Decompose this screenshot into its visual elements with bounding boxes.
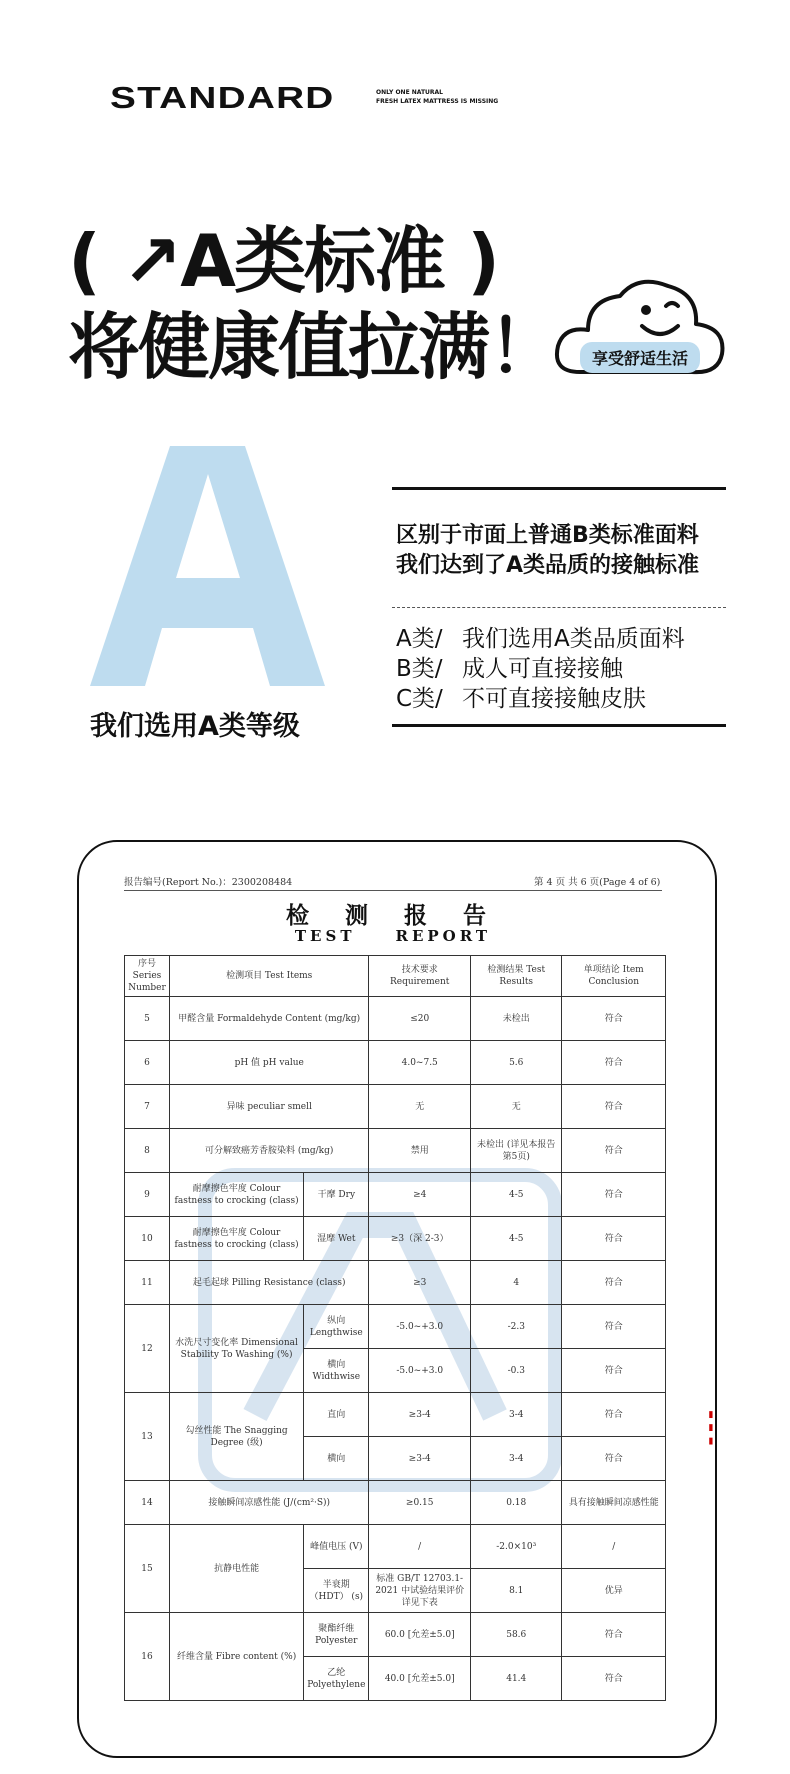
grade-a-text: 我们选用A类品质面料 <box>462 626 685 652</box>
report-number: 报告编号(Report No.)：2300208484 <box>124 877 293 888</box>
table-row <box>125 1129 666 1173</box>
cell-result: -0.3 <box>471 1349 562 1393</box>
table-row <box>125 1393 666 1437</box>
table-row <box>125 1305 666 1349</box>
cell-no: 12 <box>125 1305 170 1393</box>
grade-c <box>396 684 646 714</box>
cell-result: 3-4 <box>471 1437 562 1481</box>
cell-subitem: 横向 Widthwise <box>304 1349 369 1393</box>
cell-conclusion: 符合 <box>562 1129 666 1173</box>
panel-bottom-rule <box>392 724 726 727</box>
grade-a-label: A类/ <box>396 626 443 652</box>
cell-item: 纤维含量 Fibre content (%) <box>169 1613 303 1701</box>
grade-b-label: B类/ <box>396 656 443 682</box>
cell-subitem: 聚酯纤维 Polyester <box>304 1613 369 1657</box>
cell-req: 40.0 [允差±5.0] <box>369 1657 471 1701</box>
cell-req: 60.0 [允差±5.0] <box>369 1613 471 1657</box>
cell-subitem: 半衰期 （HDT） (s) <box>304 1569 369 1613</box>
cell-no: 16 <box>125 1613 170 1701</box>
big-letter-a <box>90 446 325 686</box>
grade-c-text: 不可直接接触皮肤 <box>462 686 646 712</box>
cell-result: 4 <box>471 1261 562 1305</box>
cell-result: 未检出 (详见本报告第5页) <box>471 1129 562 1173</box>
table-header-row <box>125 956 666 997</box>
cell-no: 5 <box>125 997 170 1041</box>
headline-line1: ( ↗A类标准 ) <box>68 219 498 303</box>
report-title-en-1: TEST <box>294 927 356 945</box>
cell-item: pH 值 pH value <box>169 1041 368 1085</box>
headline-line2: 将健康值拉满！ <box>68 305 559 389</box>
cell-item: 异味 peculiar smell <box>169 1085 368 1129</box>
cell-req: / <box>369 1525 471 1569</box>
cell-conclusion: 符合 <box>562 1085 666 1129</box>
cell-req: 4.0~7.5 <box>369 1041 471 1085</box>
cell-req: ≤20 <box>369 997 471 1041</box>
panel-top-rule <box>392 487 726 490</box>
report-title-en-2: REPORT <box>395 927 492 945</box>
cell-result: 4-5 <box>471 1173 562 1217</box>
cloud-label: 享受舒适生活 <box>580 342 700 373</box>
cell-conclusion: 符合 <box>562 1041 666 1085</box>
cell-result: 58.6 <box>471 1613 562 1657</box>
cell-conclusion: 符合 <box>562 1217 666 1261</box>
cell-subitem: 纵向 Lengthwise <box>304 1305 369 1349</box>
cell-item: 耐摩擦色牢度 Colour fastness to crocking (class) <box>169 1217 303 1261</box>
cell-req: 无 <box>369 1085 471 1129</box>
cell-no: 7 <box>125 1085 170 1129</box>
header-conclusion: 单项结论 Item Conclusion <box>562 956 666 997</box>
cell-item: 甲醛含量 Formaldehyde Content (mg/kg) <box>169 997 368 1041</box>
cell-subitem: 峰值电压 (V) <box>304 1525 369 1569</box>
header-item: 检测项目 Test Items <box>169 956 368 997</box>
panel-line1: 区别于市面上普通B类标准面料 <box>396 523 699 548</box>
cell-no: 14 <box>125 1481 170 1525</box>
cell-result: 41.4 <box>471 1657 562 1701</box>
cell-req: ≥3（深 2-3） <box>369 1217 471 1261</box>
cell-no: 15 <box>125 1525 170 1613</box>
test-results-table <box>124 955 666 1701</box>
panel-line2: 我们达到了A类品质的接触标准 <box>396 553 700 578</box>
cell-conclusion: 符合 <box>562 1173 666 1217</box>
cell-no: 9 <box>125 1173 170 1217</box>
cell-req: 禁用 <box>369 1129 471 1173</box>
cell-result: -2.3 <box>471 1305 562 1349</box>
cell-result: 5.6 <box>471 1041 562 1085</box>
cell-conclusion: 符合 <box>562 1657 666 1701</box>
cell-req: ≥0.15 <box>369 1481 471 1525</box>
brand-logo: STANDARD <box>110 80 335 115</box>
report-page-number: 第 4 页 共 6 页(Page 4 of 6) <box>534 877 661 888</box>
report-title-en <box>124 927 662 945</box>
cell-item: 水洗尺寸变化率 Dimensional Stability To Washing (%) <box>169 1305 303 1393</box>
cell-result: 无 <box>471 1085 562 1129</box>
table-row <box>125 1613 666 1657</box>
cell-no: 13 <box>125 1393 170 1481</box>
cell-item: 耐摩擦色牢度 Colour fastness to crocking (class) <box>169 1173 303 1217</box>
cell-subitem: 湿摩 Wet <box>304 1217 369 1261</box>
grade-b <box>396 654 623 684</box>
cell-conclusion: 符合 <box>562 1261 666 1305</box>
cell-item: 勾丝性能 The Snagging Degree (级) <box>169 1393 303 1481</box>
cell-req: ≥3-4 <box>369 1437 471 1481</box>
headline <box>68 218 558 390</box>
cell-conclusion: 优异 <box>562 1569 666 1613</box>
grade-c-label: C类/ <box>396 686 443 712</box>
cell-item: 可分解致癌芳香胺染料 (mg/kg) <box>169 1129 368 1173</box>
cell-req: 标准 GB/T 12703.1-2021 中试验结果评价详见下表 <box>369 1569 471 1613</box>
grade-a <box>396 624 685 654</box>
header-no: 序号 Series Number <box>125 956 170 997</box>
table-row <box>125 1217 666 1261</box>
table-row <box>125 1481 666 1525</box>
cell-req: -5.0~+3.0 <box>369 1349 471 1393</box>
cell-item: 抗静电性能 <box>169 1525 303 1613</box>
table-row <box>125 1525 666 1569</box>
red-side-stamp: ▮ ▮ ▮ <box>706 1410 716 1447</box>
panel-dashed-divider <box>392 607 726 608</box>
cell-result: 4-5 <box>471 1217 562 1261</box>
cell-result: 未检出 <box>471 997 562 1041</box>
cell-item: 接触瞬间凉感性能 (J/(cm²·S)) <box>169 1481 368 1525</box>
cell-req: ≥4 <box>369 1173 471 1217</box>
cell-subitem: 直向 <box>304 1393 369 1437</box>
cell-req: -5.0~+3.0 <box>369 1305 471 1349</box>
cell-item: 起毛起球 Pilling Resistance (class) <box>169 1261 368 1305</box>
report-header-rule <box>124 890 662 891</box>
table-row <box>125 1085 666 1129</box>
cell-req: ≥3-4 <box>369 1393 471 1437</box>
tagline-line2: FRESH LATEX MATTRESS IS MISSING <box>376 98 499 105</box>
table-row <box>125 997 666 1041</box>
header-result: 检测结果 Test Results <box>471 956 562 997</box>
cell-result: 8.1 <box>471 1569 562 1613</box>
cell-result: 0.18 <box>471 1481 562 1525</box>
table-row <box>125 1173 666 1217</box>
cell-no: 8 <box>125 1129 170 1173</box>
cell-subitem: 横向 <box>304 1437 369 1481</box>
table-row <box>125 1261 666 1305</box>
cell-no: 6 <box>125 1041 170 1085</box>
cell-conclusion: / <box>562 1525 666 1569</box>
cell-conclusion: 符合 <box>562 1437 666 1481</box>
cell-no: 10 <box>125 1217 170 1261</box>
cell-conclusion: 具有接触瞬间凉感性能 <box>562 1481 666 1525</box>
cell-conclusion: 符合 <box>562 997 666 1041</box>
brand-tagline <box>376 88 498 106</box>
report-title-cn: 检 测 报 告 <box>285 902 501 929</box>
header-requirement: 技术要求 Requirement <box>369 956 471 997</box>
tagline-line1: ONLY ONE NATURAL <box>376 89 444 96</box>
cell-subitem: 干摩 Dry <box>304 1173 369 1217</box>
cell-result: -2.0×10³ <box>471 1525 562 1569</box>
cell-conclusion: 符合 <box>562 1393 666 1437</box>
cell-result: 3-4 <box>471 1393 562 1437</box>
grade-b-text: 成人可直接接触 <box>462 656 623 682</box>
table-row <box>125 1041 666 1085</box>
cell-conclusion: 符合 <box>562 1349 666 1393</box>
cell-conclusion: 符合 <box>562 1613 666 1657</box>
cell-req: ≥3 <box>369 1261 471 1305</box>
big-letter-caption: 我们选用A类等级 <box>90 711 300 742</box>
cell-subitem: 乙纶 Polyethylene <box>304 1657 369 1701</box>
cell-no: 11 <box>125 1261 170 1305</box>
cell-conclusion: 符合 <box>562 1305 666 1349</box>
